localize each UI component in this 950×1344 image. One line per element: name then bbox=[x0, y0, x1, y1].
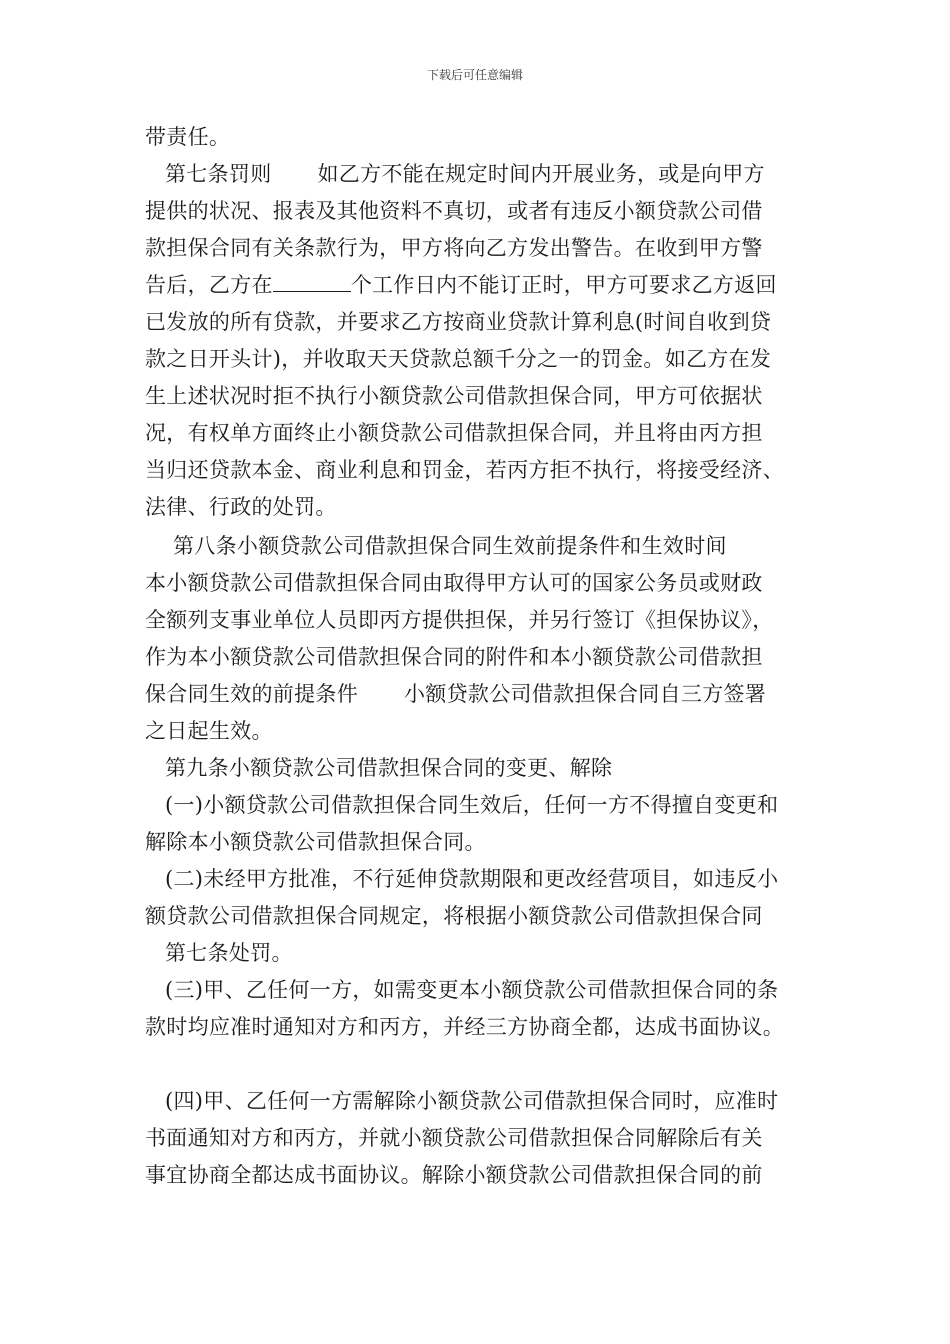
text-line: 解除本小额贷款公司借款担保合同。 bbox=[145, 830, 486, 854]
text-line: 第七条罚则 如乙方不能在规定时间内开展业务，或是向甲方 bbox=[165, 162, 765, 186]
text-line: 款时均应准时通知对方和丙方，并经三方协商全都，达成书面协议。 bbox=[145, 1015, 784, 1039]
article-8-heading: 第八条小额贷款公司借款担保合同生效前提条件和生效时间 bbox=[173, 534, 727, 558]
text-line: 生上述状况时拒不执行小额贷款公司借款担保合同，甲方可依据状 bbox=[145, 384, 763, 408]
text-line: 况，有权单方面终止小额贷款公司借款担保合同，并且将由丙方担 bbox=[145, 421, 763, 445]
text-line: (三)甲、乙任何一方，如需变更本小额贷款公司借款担保合同的条 bbox=[165, 978, 779, 1002]
text-line: 本小额贷款公司借款担保合同由取得甲方认可的国家公务员或财政 bbox=[145, 571, 763, 595]
text-line: 已发放的所有贷款，并要求乙方按商业贷款计算利息(时间自收到贷 bbox=[145, 310, 772, 334]
article-7-heading: 第七条罚则 bbox=[165, 162, 272, 186]
text-line: 提供的状况、报表及其他资料不真切，或者有违反小额贷款公司借 bbox=[145, 199, 763, 223]
text-line: (二)未经甲方批准，不行延伸贷款期限和更改经营项目，如违反小 bbox=[165, 867, 779, 891]
text-line: 款之日开头计)，并收取天天贷款总额千分之一的罚金。如乙方在发 bbox=[145, 347, 772, 371]
text-line: 全额列支事业单位人员即丙方提供担保，并另行签订《担保协议》， bbox=[145, 608, 774, 632]
text-line: 当归还贷款本金、商业利息和罚金，若丙方拒不执行，将接受经济、 bbox=[145, 458, 784, 482]
text-line: 保合同生效的前提条件 小额贷款公司借款担保合同自三方签署 bbox=[145, 682, 767, 706]
fill-in-blank bbox=[273, 273, 351, 292]
text-line: 书面通知对方和丙方，并就小额贷款公司借款担保合同解除后有关 bbox=[145, 1126, 763, 1150]
text-line: 之日起生效。 bbox=[145, 719, 273, 743]
text-line: (一)小额贷款公司借款担保合同生效后，任何一方不得擅自变更和 bbox=[165, 793, 779, 817]
text-line: 带责任。 bbox=[145, 125, 231, 149]
article-9-heading: 第九条小额贷款公司借款担保合同的变更、解除 bbox=[165, 756, 613, 780]
text-line: (四)甲、乙任何一方需解除小额贷款公司借款担保合同时，应准时 bbox=[165, 1089, 779, 1113]
page-header: 下载后可任意编辑 bbox=[426, 68, 523, 82]
text-line: 款担保合同有关条款行为，甲方将向乙方发出警告。在收到甲方警 bbox=[145, 236, 763, 260]
text-line: 第七条处罚。 bbox=[165, 941, 293, 965]
text-line: 额贷款公司借款担保合同规定，将根据小额贷款公司借款担保合同 bbox=[145, 904, 763, 928]
text-line: 告后，乙方在 个工作日内不能订正时，甲方可要求乙方返回 bbox=[145, 273, 777, 297]
text-line: 法律、行政的处罚。 bbox=[145, 495, 337, 519]
text-line: 作为本小额贷款公司借款担保合同的附件和本小额贷款公司借款担 bbox=[145, 645, 763, 669]
text-line: 事宜协商全都达成书面协议。解除小额贷款公司借款担保合同的前 bbox=[145, 1163, 763, 1187]
